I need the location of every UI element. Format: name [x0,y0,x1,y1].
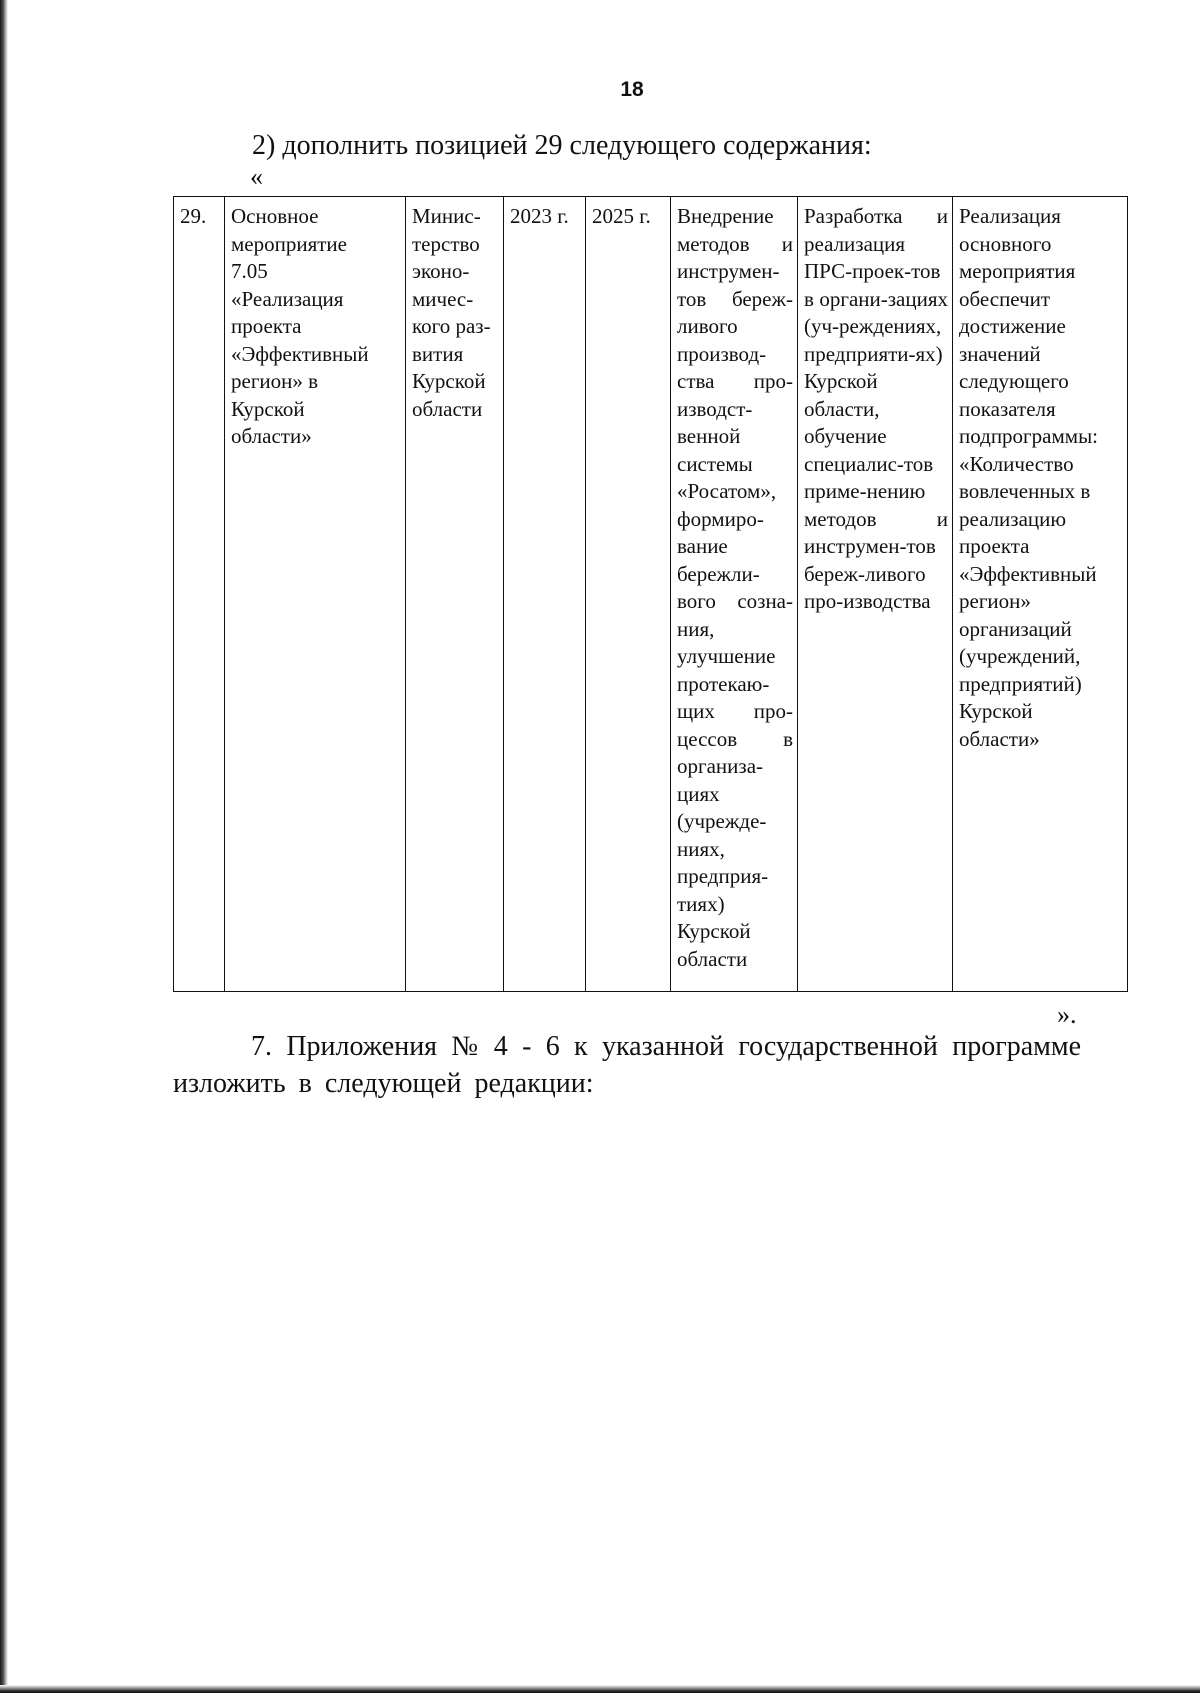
cell-number: 29. [174,197,225,992]
cell-result: Разработка и реализация ПРС-проек-тов в органи-зациях (уч-реждениях, предприяти-ях) Курской области, обучение специалис-тов приме-нению методов и инструмен-тов береж-ливого про-изводства [798,197,953,992]
position-table [173,196,1128,992]
table-row [174,197,1128,992]
cell-end-year: 2025 г. [586,197,671,992]
cell-description: Внедрение методов и инструмен-тов береж-ливого производ-ства про-изводст-венной системы «Росатом», формиро-вание бережли-вого созна-ния, улучшение протекаю-щих про-цессов в организа-циях (учрежде-ниях, предприя-тиях) Курской области [671,197,798,992]
cell-executor: Минис- терство эконо- мичес- кого раз- вития Курской области [406,197,504,992]
page-number: 18 [620,78,644,101]
paragraph-7: 7. Приложения № 4 - 6 к указанной государственной программе изложить в следующей редакции: [173,1031,1081,1099]
open-quote: « [250,162,263,191]
intro-line: 2) дополнить позицией 29 следующего содержания: [252,130,872,161]
scan-edge-bottom [0,1685,1200,1693]
cell-indicator: Реализация основного мероприятия обеспечит достижение значений следующего показателя подпрограммы: «Количество вовлеченных в реализацию проекта «Эффективный регион» организаций (учреждений, предприятий) Курской области» [953,197,1128,992]
scan-edge-left [0,0,8,1693]
cell-event: Основное мероприятие 7.05 «Реализация проекта «Эффективный регион» в Курской области» [225,197,406,992]
cell-start-year: 2023 г. [504,197,586,992]
close-quote: ». [1057,1000,1077,1029]
